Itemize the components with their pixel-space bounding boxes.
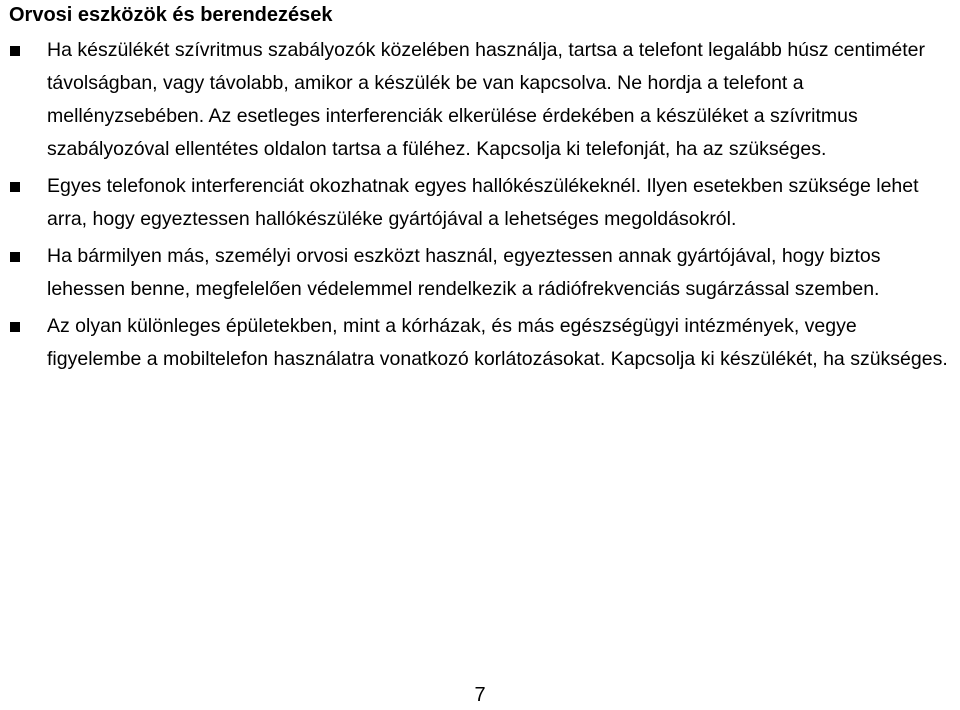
list-item [0, 240, 960, 306]
list-item-text: Az olyan különleges épületekben, mint a kórházak, és más egészségügyi intézmények, vegye figyelembe a mobiltelefon használatra vonatkozó korlátozásokat. Kapcsolja ki készülékét, ha szükséges. [47, 315, 948, 370]
square-bullet-icon [10, 46, 20, 56]
list-item [0, 170, 960, 236]
list-item-text: Ha bármilyen más, személyi orvosi eszközt használ, egyeztessen annak gyártójával, hogy biztos lehessen benne, megfelelően védelemmel rendelkezik a rádiófrekvenciás sugárzással szemben. [47, 245, 881, 300]
square-bullet-icon [10, 252, 20, 262]
list-item [0, 34, 960, 166]
section-heading: Orvosi eszközök és berendezések [9, 4, 333, 26]
square-bullet-icon [10, 322, 20, 332]
page-number: 7 [474, 684, 486, 706]
bullet-list [0, 34, 960, 376]
list-item-text: Ha készülékét szívritmus szabályozók közelében használja, tartsa a telefont legalább húsz centiméter távolságban, vagy távolabb, amikor a készülék be van kapcsolva. Ne hordja a telefont a mellényzsebében. Az esetleges interferenciák elkerülése érdekében a készüléket a szívritmus szabályozóval ellentétes oldalon tartsa a füléhez. Kapcsolja ki telefonját, ha az szükséges. [47, 39, 925, 160]
list-item-text: Egyes telefonok interferenciát okozhatnak egyes hallókészülékeknél. Ilyen esetekben szüksége lehet arra, hogy egyeztessen hallókészüléke gyártójával a lehetséges megoldásokról. [47, 175, 919, 230]
square-bullet-icon [10, 182, 20, 192]
list-item [0, 310, 960, 376]
